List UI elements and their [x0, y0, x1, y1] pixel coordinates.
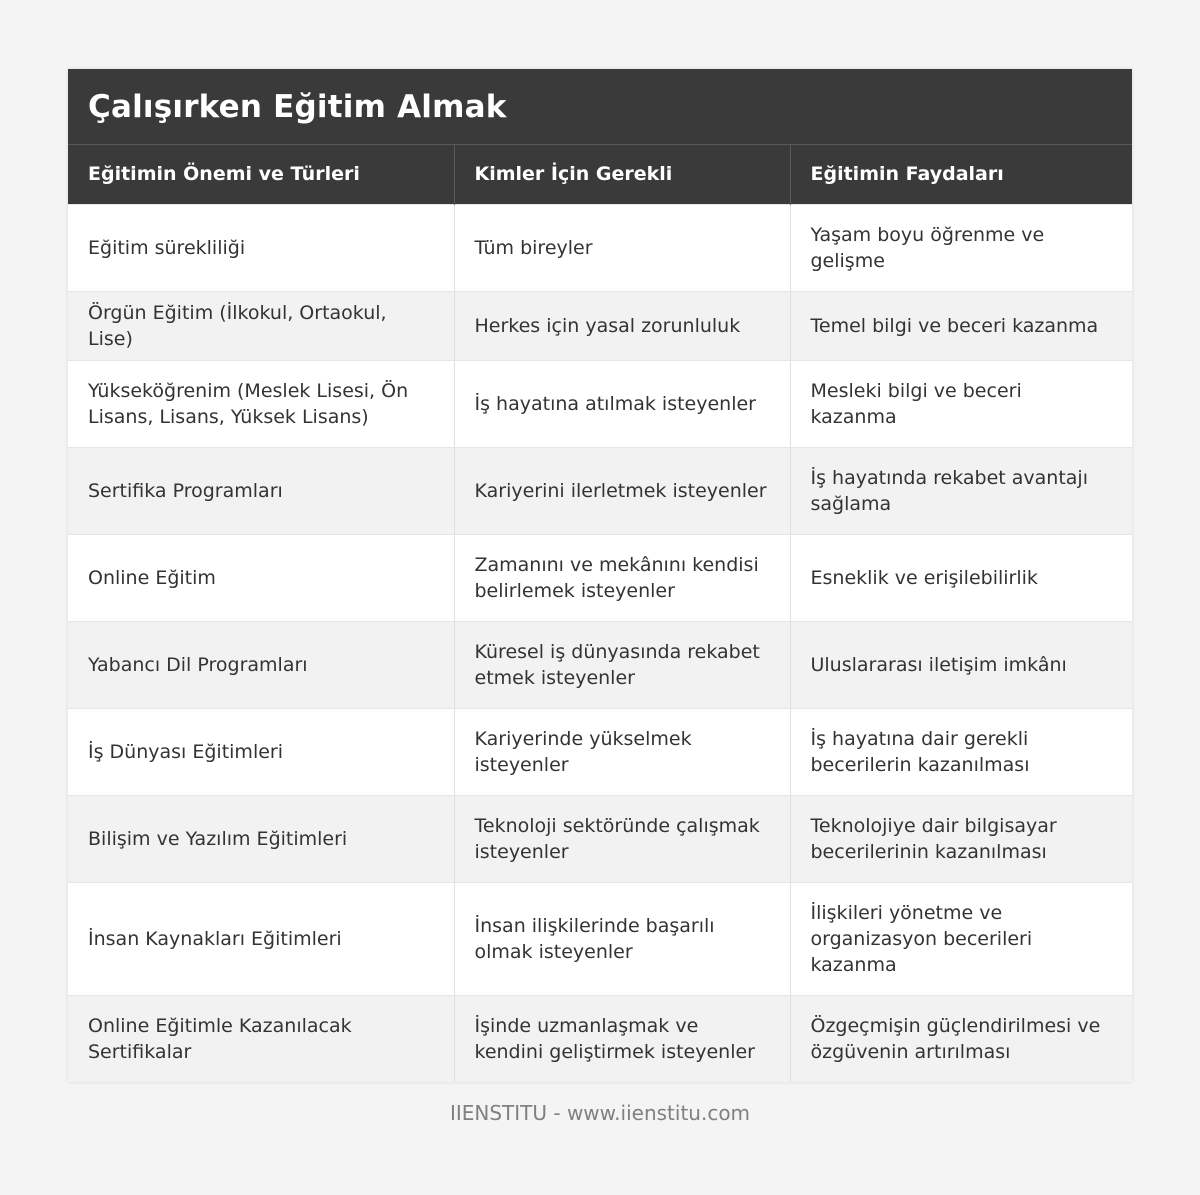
table-cell: İş hayatına atılmak isteyenler: [454, 360, 790, 447]
table-row: [68, 795, 1132, 882]
table-cell: İş hayatına dair gerekli becerilerin kazanılması: [790, 708, 1132, 795]
table-cell: Kariyerinde yükselmek isteyenler: [454, 708, 790, 795]
table-row: [68, 447, 1132, 534]
table-title: Çalışırken Eğitim Almak: [88, 88, 507, 125]
table-cell: Yabancı Dil Programları: [68, 621, 454, 708]
column-header: Eğitimin Faydaları: [790, 145, 1132, 204]
table-card: [68, 69, 1132, 1082]
table-row: [68, 621, 1132, 708]
table-row: [68, 995, 1132, 1082]
table-cell: Yaşam boyu öğrenme ve gelişme: [790, 204, 1132, 291]
table-cell: Zamanını ve mekânını kendisi belirlemek isteyenler: [454, 534, 790, 621]
column-header: Kimler İçin Gerekli: [454, 145, 790, 204]
table-row: [68, 534, 1132, 621]
title-bar: [68, 69, 1132, 145]
table-cell: Örgün Eğitim (İlkokul, Ortaokul, Lise): [68, 291, 454, 360]
table-row: [68, 708, 1132, 795]
header-row: [68, 145, 1132, 204]
table-cell: Online Eğitimle Kazanılacak Sertifikalar: [68, 995, 454, 1082]
table-cell: İş Dünyası Eğitimleri: [68, 708, 454, 795]
table-cell: İlişkileri yönetme ve organizasyon becerileri kazanma: [790, 882, 1132, 995]
table-cell: Bilişim ve Yazılım Eğitimleri: [68, 795, 454, 882]
table-cell: Yükseköğrenim (Meslek Lisesi, Ön Lisans, Lisans, Yüksek Lisans): [68, 360, 454, 447]
table-cell: Özgeçmişin güçlendirilmesi ve özgüvenin artırılması: [790, 995, 1132, 1082]
table-cell: Uluslararası iletişim imkânı: [790, 621, 1132, 708]
table-cell: İnsan ilişkilerinde başarılı olmak isteyenler: [454, 882, 790, 995]
table-cell: Temel bilgi ve beceri kazanma: [790, 291, 1132, 360]
table-cell: Esneklik ve erişilebilirlik: [790, 534, 1132, 621]
table-cell: Küresel iş dünyasında rekabet etmek isteyenler: [454, 621, 790, 708]
table-cell: İnsan Kaynakları Eğitimleri: [68, 882, 454, 995]
table-cell: Teknolojiye dair bilgisayar becerilerinin kazanılması: [790, 795, 1132, 882]
table-row: [68, 882, 1132, 995]
education-table: [68, 145, 1132, 1082]
table-cell: Sertifika Programları: [68, 447, 454, 534]
column-header: Eğitimin Önemi ve Türleri: [68, 145, 454, 204]
table-row: [68, 204, 1132, 291]
table-row: [68, 291, 1132, 360]
table-row: [68, 360, 1132, 447]
table-cell: Mesleki bilgi ve beceri kazanma: [790, 360, 1132, 447]
table-cell: Herkes için yasal zorunluluk: [454, 291, 790, 360]
table-cell: İş hayatında rekabet avantajı sağlama: [790, 447, 1132, 534]
table-cell: Tüm bireyler: [454, 204, 790, 291]
footer-credit: IIENSTITU - www.iienstitu.com: [449, 1101, 751, 1125]
table-cell: Eğitim sürekliliği: [68, 204, 454, 291]
table-cell: Kariyerini ilerletmek isteyenler: [454, 447, 790, 534]
table-cell: Teknoloji sektöründe çalışmak isteyenler: [454, 795, 790, 882]
table-cell: İşinde uzmanlaşmak ve kendini geliştirmek isteyenler: [454, 995, 790, 1082]
table-cell: Online Eğitim: [68, 534, 454, 621]
